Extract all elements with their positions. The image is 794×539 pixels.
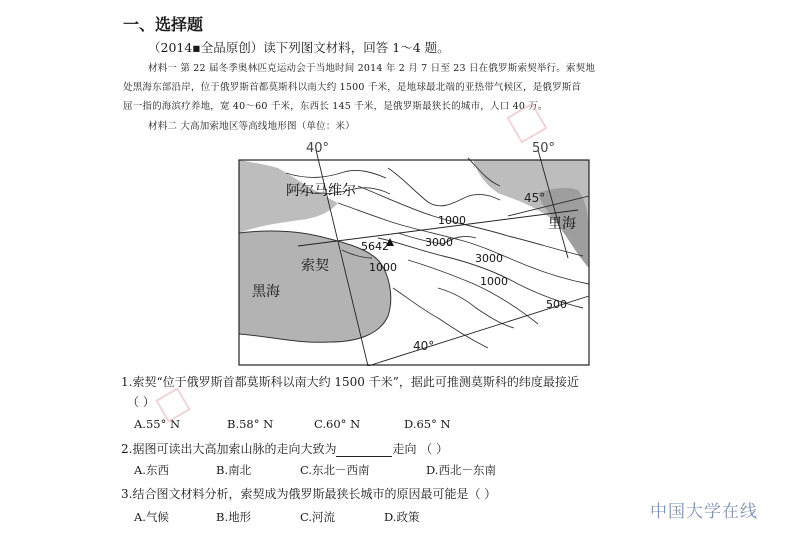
question-2-blank[interactable] bbox=[336, 443, 392, 457]
q2-option-b[interactable]: B.南北 bbox=[216, 463, 252, 477]
q1-option-b[interactable]: B.58° N bbox=[227, 417, 274, 431]
place-caspian-sea: 里海 bbox=[548, 216, 576, 232]
question-2-text: 2.据图可读出大高加索山脉的走向大致为 bbox=[121, 442, 337, 456]
material2-caption: 材料二 大高加索地区等高线地形图（单位：米） bbox=[148, 121, 355, 132]
contour-label-500: 500 bbox=[546, 298, 567, 311]
contour-label-3000-a: 3000 bbox=[425, 236, 453, 249]
place-sochi: 索契 bbox=[301, 258, 329, 274]
q2-option-a[interactable]: A.东西 bbox=[134, 463, 169, 477]
q3-option-d[interactable]: D.政策 bbox=[384, 510, 420, 524]
q1-option-a[interactable]: A.55° N bbox=[134, 417, 181, 431]
material1-line2: 处黑海东部沿岸，位于俄罗斯首都莫斯科以南大约 1500 千米，是地球最北端的亚热带气候区，是俄罗斯首 bbox=[123, 82, 582, 93]
contour-label-1000-a: 1000 bbox=[438, 214, 466, 227]
lat-label-45: 45° bbox=[524, 191, 546, 205]
place-armavir: 阿尔马维尔 bbox=[286, 183, 356, 199]
section-heading: 一、选择题 bbox=[123, 15, 204, 34]
question-2-text-after: 走向 （ ） bbox=[392, 442, 449, 456]
q3-option-c[interactable]: C.河流 bbox=[300, 510, 336, 524]
lat-label-40: 40° bbox=[413, 339, 435, 353]
question-2 bbox=[121, 440, 448, 457]
q1-option-d[interactable]: D.65° N bbox=[404, 417, 451, 431]
brand-watermark: 中国大学在线 bbox=[650, 502, 758, 522]
question-2-options bbox=[134, 462, 496, 478]
intro-line: （2014▪全品原创）读下列图文材料，回答 1～4 题。 bbox=[148, 40, 450, 55]
contour-label-3000-b: 3000 bbox=[475, 252, 503, 265]
question-1-answer-paren: （ ） bbox=[127, 395, 155, 409]
q2-option-c[interactable]: C.东北－西南 bbox=[300, 463, 370, 477]
lon-label-50: 50° bbox=[532, 141, 556, 156]
material1-line1: 材料一 第 22 届冬季奥林匹克运动会于当地时间 2014 年 2 月 7 日至 23 日在俄罗斯索契举行。索契地 bbox=[148, 63, 596, 74]
peak-elevation-label: 5642 bbox=[361, 240, 389, 253]
q2-option-d[interactable]: D.西北－东南 bbox=[426, 463, 496, 477]
question-3-options bbox=[134, 509, 419, 525]
question-1-options bbox=[134, 417, 451, 431]
q1-option-c[interactable]: C.60° N bbox=[314, 417, 361, 431]
place-black-sea: 黑海 bbox=[252, 284, 280, 300]
contour-map bbox=[238, 138, 590, 366]
question-1: 1.索契“位于俄罗斯首都莫斯科以南大约 1500 千米”，据此可推测莫斯科的纬度最接近 bbox=[121, 375, 579, 389]
lon-label-40: 40° bbox=[306, 141, 330, 156]
q3-option-b[interactable]: B.地形 bbox=[216, 510, 252, 524]
material1-line3: 屈一指的海滨疗养地，宽 40～60 千米，东西长 145 千米，是俄罗斯最狭长的城市，人口 40 万。 bbox=[123, 101, 548, 112]
q3-option-a[interactable]: A.气候 bbox=[134, 510, 169, 524]
contour-label-1000-c: 1000 bbox=[480, 275, 508, 288]
question-3: 3.结合图文材料分析，索契成为俄罗斯最狭长城市的原因最可能是（ ） bbox=[121, 487, 497, 501]
contour-label-1000-b: 1000 bbox=[369, 261, 397, 274]
